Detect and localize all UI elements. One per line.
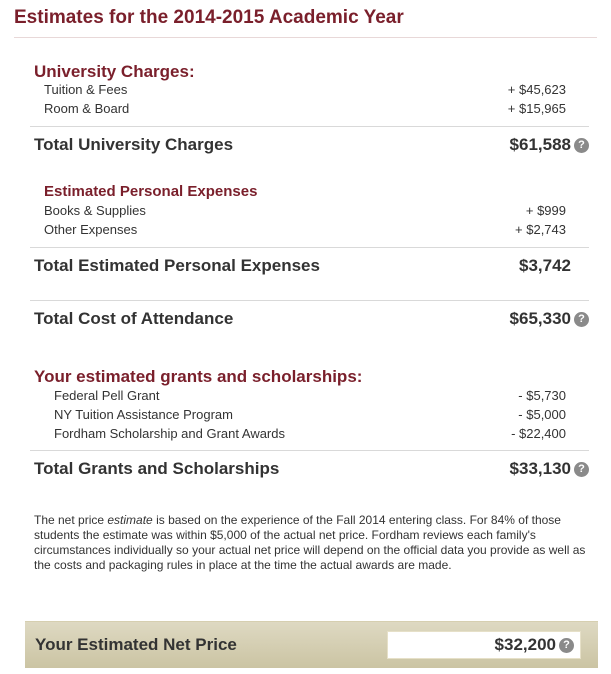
- line-item-value: + $45,623: [507, 82, 566, 97]
- line-item-label: Books & Supplies: [44, 203, 146, 218]
- line-item-room-board: [30, 101, 566, 119]
- total-value: $65,330: [509, 309, 571, 328]
- net-price-value: $32,200: [494, 635, 556, 654]
- line-item-fordham-awards: [30, 426, 566, 444]
- total-university-charges-row: [30, 126, 589, 163]
- line-item-pell-grant: [30, 388, 566, 406]
- line-item-label: Room & Board: [44, 101, 130, 116]
- grants-heading: Your estimated grants and scholarships:: [34, 367, 363, 386]
- net-price-box: [387, 631, 581, 659]
- page-title: Estimates for the 2014-2015 Academic Year: [14, 7, 404, 28]
- total-cost-of-attendance-row: [30, 300, 589, 337]
- line-item-value: - $22,400: [511, 426, 566, 441]
- line-item-value: + $999: [525, 203, 566, 218]
- total-value: $61,588: [509, 135, 571, 154]
- total-label: Total Cost of Attendance: [34, 309, 234, 328]
- help-icon[interactable]: ?: [574, 462, 589, 477]
- line-item-tap: [30, 407, 566, 425]
- line-item-books: [30, 203, 566, 221]
- total-label: Total Grants and Scholarships: [34, 459, 280, 478]
- personal-expenses-section: [30, 182, 589, 302]
- help-icon[interactable]: ?: [559, 638, 574, 653]
- attendance-section: [30, 300, 589, 340]
- line-item-label: NY Tuition Assistance Program: [54, 407, 233, 422]
- total-value: $3,742: [519, 256, 571, 275]
- note-emphasis: estimate: [107, 513, 153, 527]
- personal-expenses-heading: Estimated Personal Expenses: [44, 183, 258, 200]
- title-divider: [14, 37, 597, 38]
- estimate-disclaimer: [34, 513, 586, 573]
- line-item-label: Other Expenses: [44, 222, 138, 237]
- note-suffix: is based on the experience of the Fall 2014 entering class. For 84% of those students the estimate was within $5,000 of the actual net price. Fordham reviews each family's circumstances individually so your actual net price will depend on the official data you provide as well as the costs and packaging rules in place at the time the actual awards are made.: [34, 513, 586, 572]
- total-grants-row: [30, 450, 589, 487]
- total-label: Total University Charges: [34, 135, 234, 154]
- line-item-label: Fordham Scholarship and Grant Awards: [54, 426, 285, 441]
- line-item-other-expenses: [30, 222, 566, 240]
- line-item-label: Federal Pell Grant: [54, 388, 160, 403]
- line-item-value: + $15,965: [507, 101, 566, 116]
- line-item-value: + $2,743: [515, 222, 566, 237]
- line-item-tuition: [30, 82, 566, 100]
- line-item-value: - $5,730: [518, 388, 566, 403]
- line-item-value: - $5,000: [518, 407, 566, 422]
- note-prefix: The net price: [34, 513, 108, 527]
- line-item-label: Tuition & Fees: [44, 82, 128, 97]
- total-personal-expenses-row: [30, 247, 589, 284]
- help-icon[interactable]: ?: [574, 312, 589, 327]
- net-price-bar: [25, 621, 598, 668]
- help-icon[interactable]: ?: [574, 138, 589, 153]
- university-charges-section: [30, 62, 589, 162]
- grants-section: [30, 367, 589, 487]
- total-label: Total Estimated Personal Expenses: [34, 256, 320, 275]
- net-price-label: Your Estimated Net Price: [35, 635, 237, 654]
- total-value: $33,130: [509, 459, 571, 478]
- university-charges-heading: University Charges:: [34, 62, 195, 81]
